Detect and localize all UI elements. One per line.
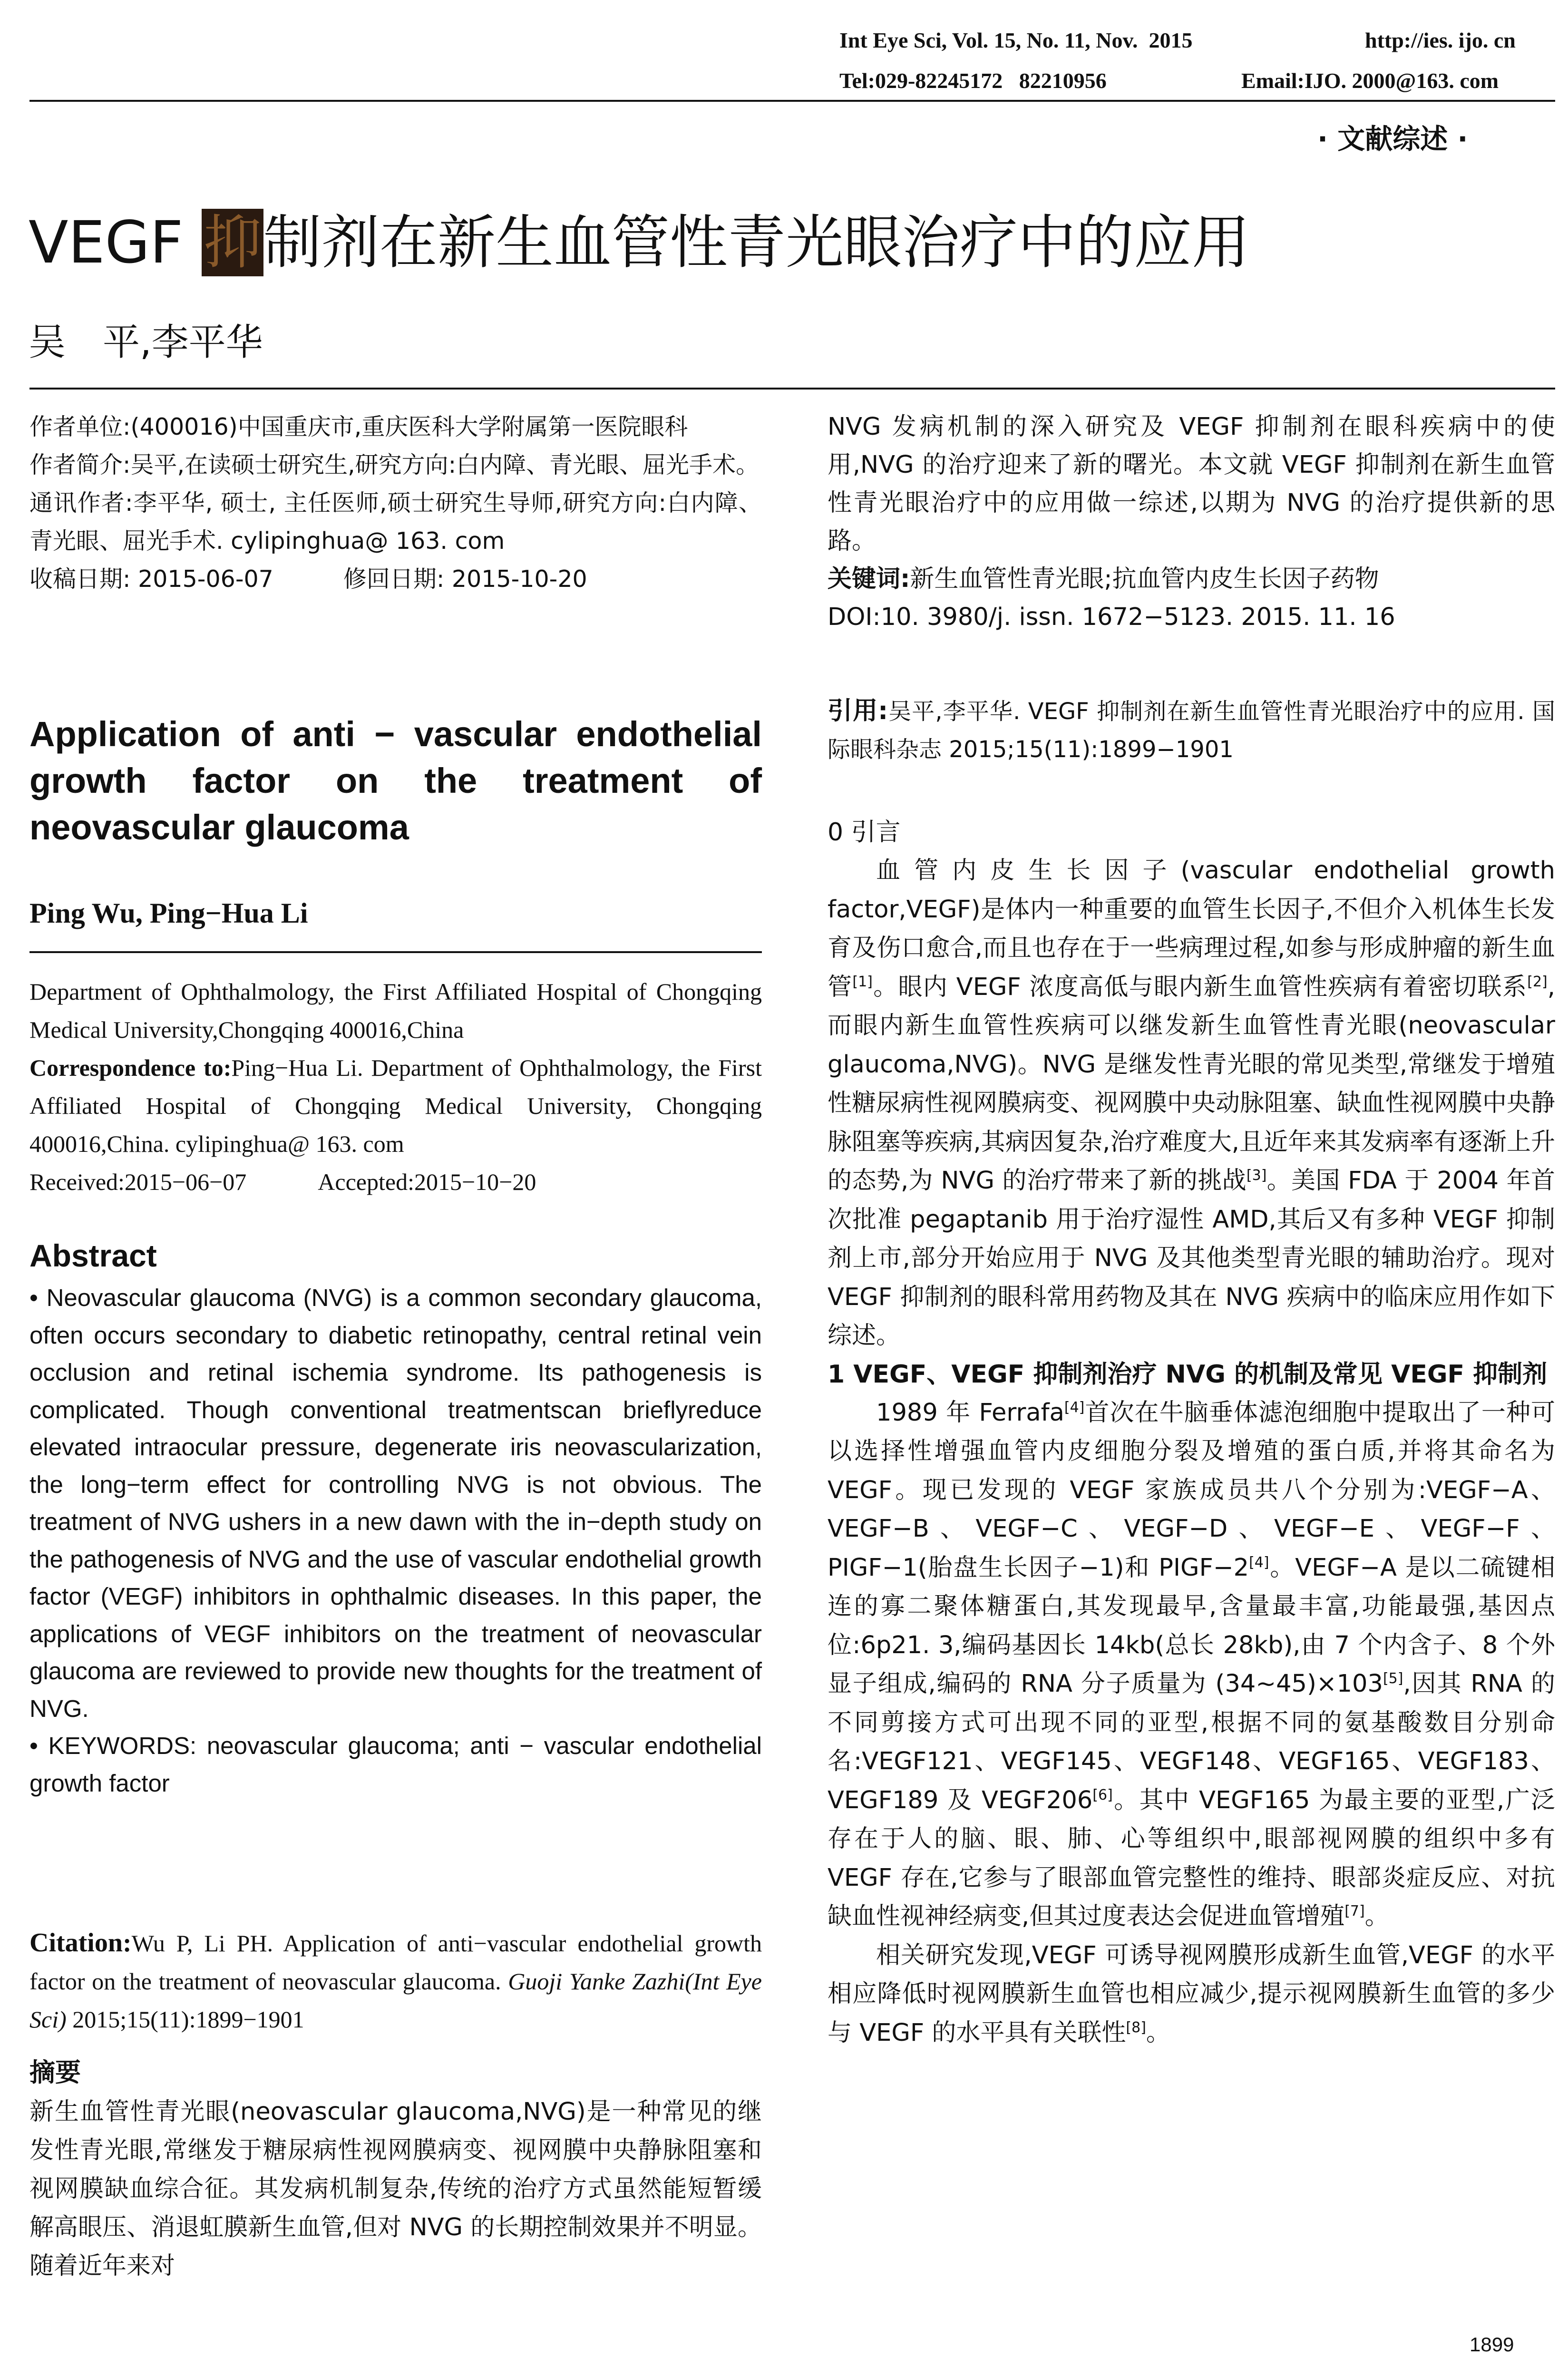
cn-abstract-continued: NVG 发病机制的深入研究及 VEGF 抑制剂在眼科疾病中的使用,NVG 的治疗迎来了新的曙光。本文就 VEGF 抑制剂在新生血管性青光眼治疗中的应用做一综述,以期为 NVG 的治疗提供新的思路。 — [828, 413, 1555, 555]
main-body — [828, 813, 1555, 2052]
cn-abstract-body: 新生血管性青光眼(neovascular glaucoma,NVG)是一种常见的继发性青光眼,常继发于糖尿病性视网膜病变、视网膜中央静脉阻塞和视网膜缺血综合征。其发病机制复杂,传统的治疗方式虽然能短暂缓解高眼压、消退虹膜新生血管,但对 NVG 的长期控制效果并不明显。随着近年来对 — [29, 2098, 762, 2280]
header-rule — [29, 100, 1555, 102]
citation-label: Citation: — [29, 1928, 132, 1958]
cn-keywords — [828, 560, 1555, 598]
section-tag: · 文献综述 · — [1317, 123, 1468, 155]
journal-tel: Tel:029-82245172 82210956 — [839, 68, 1107, 93]
english-affiliation-block — [29, 973, 762, 1201]
cn-citation — [828, 692, 1555, 769]
title-highlight: 抑 — [202, 209, 263, 276]
article-title — [29, 205, 1250, 281]
ref-4[interactable]: [4] — [1064, 1399, 1085, 1416]
ref-3[interactable]: [3] — [1246, 1167, 1267, 1184]
ref-2[interactable]: [2] — [1527, 973, 1548, 990]
english-author-rule — [29, 951, 762, 953]
right-column-top — [828, 408, 1555, 636]
abstract-keywords: • KEYWORDS: neovascular glaucoma; anti − vascular endothelial growth factor — [29, 1732, 762, 1797]
authors-cn: 吴 平,李平华 — [29, 321, 263, 364]
correspondence-label: Correspondence to: — [29, 1054, 232, 1081]
intro-paragraph: 血管内皮生长因子(vascular endothelial growth factor,VEGF)是体内一种重要的血管生长因子,不但介入机体生长发育及伤口愈合,而且也存在于一些病理过程,如参与形成肿瘤的新生血管[1]。眼内 VEGF 浓度高低与眼内新生血管性疾病有着密切联系[2],而眼内新生血管性疾病可以继发新生血管性青光眼(neovascular glaucoma,NVG)。NVG 是继发性青光眼的常见类型,常继发于增殖性糖尿病性视网膜病变、视网膜中央动脉阻塞、缺血性视网膜中央静脉阻塞等疾病,其病因复杂,治疗难度大,且近年来其发病率有逐渐上升的态势,为 NVG 的治疗带来了新的挑战[3]。美国 FDA 于 2004 年首次批准 pegaptanib 用于治疗湿性 AMD,其后又有多种 VEGF 抑制剂上市,部分开始应用于 NVG 及其他类型青光眼的辅助治疗。现对 VEGF 抑制剂的眼科常用药物及其在 NVG 疾病中的临床应用作如下综述。 — [828, 857, 1556, 1350]
ref-8[interactable]: [8] — [1126, 2019, 1146, 2036]
title-prefix: VEGF — [29, 209, 202, 276]
ref-5[interactable]: [5] — [1383, 1670, 1403, 1687]
abstract-heading: Abstract — [29, 1238, 157, 1273]
section-0-heading: 0 引言 — [828, 818, 901, 847]
journal-email[interactable]: Email:IJO. 2000@163. com — [1241, 68, 1499, 93]
ref-6[interactable]: [6] — [1092, 1786, 1113, 1803]
author-affiliation: 作者单位:(400016)中国重庆市,重庆医科大学附属第一医院眼科 — [29, 413, 688, 440]
cn-keywords-label: 关键词: — [828, 565, 910, 593]
cn-citation-text: 吴平,李平华. VEGF 抑制剂在新生血管性青光眼治疗中的应用. 国际眼科杂志 2015;15(11):1899−1901 — [828, 698, 1555, 763]
correspondence-text: Ping−Hua Li. Department of Ophthalmology, the First Affiliated Hospital of Chongqing Medical University, Chongqing 400016,China. cylipinghua@ 163. com — [29, 1054, 762, 1157]
author-info-block — [29, 408, 762, 598]
corresponding-author: 通讯作者:李平华, 硕士, 主任医师,硕士研究生导师,研究方向:白内障、青光眼、屈光手术. cylipinghua@ 163. com — [29, 489, 762, 555]
cn-abstract-heading: 摘要 — [29, 2057, 81, 2087]
abstract-body — [29, 1279, 762, 1802]
cn-keywords-text: 新生血管性青光眼;抗血管内皮生长因子药物 — [910, 565, 1379, 593]
abstract-text: • Neovascular glaucoma (NVG) is a common secondary glaucoma, often occurs secondary to diabetic retinopathy, central retinal vein occlusion and retinal ischemia syndrome. Its pathogenesis is complicated. Though conventional treatmentscan brieflyreduce elevated intraocular pressure, degenerate iris neovascularization, the long−term effect for controlling NVG is not obvious. The treatment of NVG ushers in a new dawn with the in−depth study on the pathogenesis of NVG and the use of vascular endothelial growth factor (VEGF) inhibitors in ophthalmic diseases. In this paper, the applications of VEGF inhibitors on the treatment of neovascular glaucoma are reviewed to provide new thoughts for the treatment of NVG. — [29, 1284, 762, 1722]
english-citation — [29, 1924, 762, 2038]
section-1-heading: 1 VEGF、VEGF 抑制剂治疗 NVG 的机制及常见 VEGF 抑制剂 — [828, 1360, 1548, 1389]
cn-citation-label: 引用: — [828, 697, 888, 725]
title-rule — [29, 388, 1555, 390]
english-received: Received:2015−06−07 Accepted:2015−10−20 — [29, 1169, 536, 1195]
received-dates: 收稿日期: 2015-06-07 修回日期: 2015-10-20 — [29, 565, 587, 593]
citation-text: Wu P, Li PH. Application of anti−vascular endothelial growth factor on the treatment of neovascular glaucoma. — [29, 1930, 762, 1995]
title-rest: 制剂在新生血管性青光眼治疗中的应用 — [263, 209, 1250, 276]
citation-journal: Guoji Yanke Zazhi(Int Eye Sci) — [29, 1968, 762, 2033]
english-title: Application of anti − vascular endothelial growth factor on the treatment of neovascular glaucoma — [29, 714, 762, 847]
journal-url[interactable]: http://ies. ijo. cn — [1365, 28, 1516, 52]
ref-4b[interactable]: [4] — [1249, 1554, 1269, 1571]
english-correspondence — [29, 1049, 762, 1163]
english-affiliation: Department of Ophthalmology, the First Affiliated Hospital of Chongqing Medical University,Chongqing 400016,China — [29, 978, 762, 1043]
author-bio: 作者简介:吴平,在读硕士研究生,研究方向:白内障、青光眼、屈光手术。 — [29, 451, 760, 478]
vegf-paragraph: 1989 年 Ferrafa[4]首次在牛脑垂体滤泡细胞中提取出了一种可以选择性增强血管内皮细胞分裂及增殖的蛋白质,并将其命名为 VEGF。现已发现的 VEGF 家族成员共八个分别为:VEGF−A、VEGF−B、VEGF−C、VEGF−D、VEGF−E、VEGF−F、PIGF−1(胎盘生长因子−1)和 PIGF−2[4]。VEGF−A 是以二硫键相连的寡二聚体糖蛋白,其发现最早,含量最丰富,功能最强,基因点位:6p21. 3,编码基因长 14kb(总长 28kb),由 7 个内含子、8 个外显子组成,编码的 RNA 分子质量为 (34~45)×103[5],因其 RNA 的不同剪接方式可出现不同的亚型,根据不同的氨基酸数目分别命名:VEGF121、VEGF145、VEGF148、VEGF165、VEGF183、VEGF189 及 VEGF206[6]。其中 VEGF165 为最主要的亚型,广泛存在于人的脑、眼、肺、心等组织中,眼部视网膜的组织中多有 VEGF 存在,它参与了眼部血管完整性的维持、眼部炎症反应、对抗缺血性视神经病变,但其过度表达会促进血管增殖[7]。 — [828, 1398, 1556, 1930]
ref-1[interactable]: [1] — [852, 973, 873, 990]
doi[interactable]: DOI:10. 3980/j. issn. 1672−5123. 2015. 11. 16 — [828, 603, 1395, 631]
research-paragraph: 相关研究发现,VEGF 可诱导视网膜形成新生血管,VEGF 的水平相应降低时视网膜新生血管也相应减少,提示视网膜新生血管的多少与 VEGF 的水平具有关联性[8]。 — [828, 1941, 1555, 2047]
citation-tail: 2015;15(11):1899−1901 — [66, 2006, 304, 2033]
page-number: 1899 — [1470, 2333, 1514, 2356]
ref-7[interactable]: [7] — [1344, 1903, 1365, 1919]
journal-info: Int Eye Sci, Vol. 15, No. 11, Nov. 2015 — [839, 28, 1193, 52]
english-authors: Ping Wu, Ping−Hua Li — [29, 897, 308, 929]
